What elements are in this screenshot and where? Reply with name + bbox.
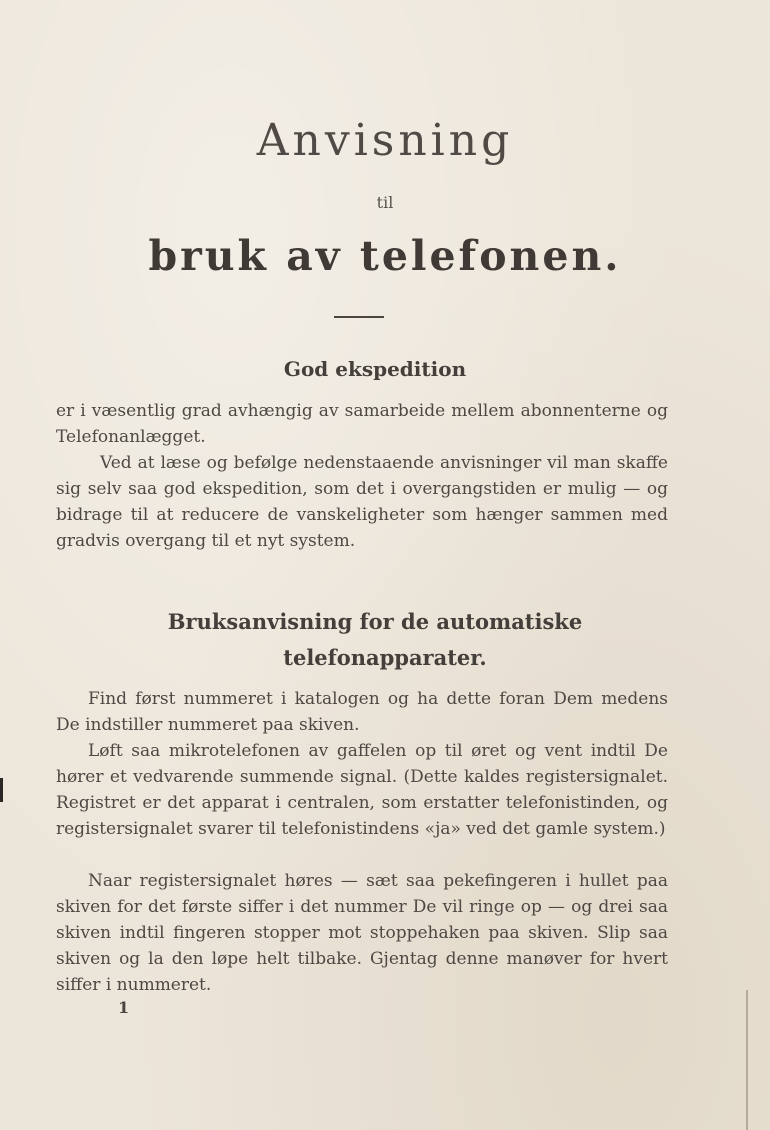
edge-mark — [0, 778, 3, 802]
paragraph-ekspedition-body: Ved at læse og befølge nedenstaaende anvisninger vil man skaffe sig selv saa god ekspedition, som det i overgangstiden er mulig — og bidrage til at reducere de vanskeligheter som hænger sammen med gradvis overgang til et nyt system. — [56, 453, 668, 551]
document-title: Anvisning — [256, 115, 514, 166]
section-heading-ekspedition: God ekspedition — [283, 357, 467, 381]
title-divider — [334, 316, 384, 318]
title-connector: til — [376, 193, 394, 212]
section-heading-bruksanvisning-line2: telefonapparater. — [283, 645, 487, 670]
document-subtitle: bruk av telefonen. — [148, 232, 622, 280]
paper-crease — [746, 990, 748, 1130]
paragraph-dial-instructions: Naar registersignalet høres — sæt saa pekefingeren i hullet paa skiven for det første siffer i det nummer De vil ringe op — og drei saa skiven indtil fingeren stopper mot stoppehaken paa skiven. Slip saa skiven og la den løpe helt tilbake. Gjentag denne manøver for hvert siffer i nummeret. — [56, 871, 668, 995]
paragraph-find-number: Find først nummeret i katalogen og ha dette foran Dem medens De indstiller nummeret paa skiven. — [56, 689, 668, 735]
section-heading-bruksanvisning: Bruksanvisning for de automatiske — [167, 609, 583, 634]
page-number: 1 — [118, 998, 130, 1017]
paragraph-lift-receiver: Løft saa mikrotelefonen av gaffelen op til øret og vent indtil De hører et vedvarende summende signal. (Dette kaldes registersignalet. Registret er det apparat i centralen, som erstatter telefonistinden, og registersignalet svarer til telefonistindens «ja» ved det gamle system.) — [56, 741, 668, 839]
paragraph-ekspedition-intro: er i væsentlig grad avhængig av samarbeide mellem abonnenterne og Telefonanlægget. — [56, 401, 668, 447]
